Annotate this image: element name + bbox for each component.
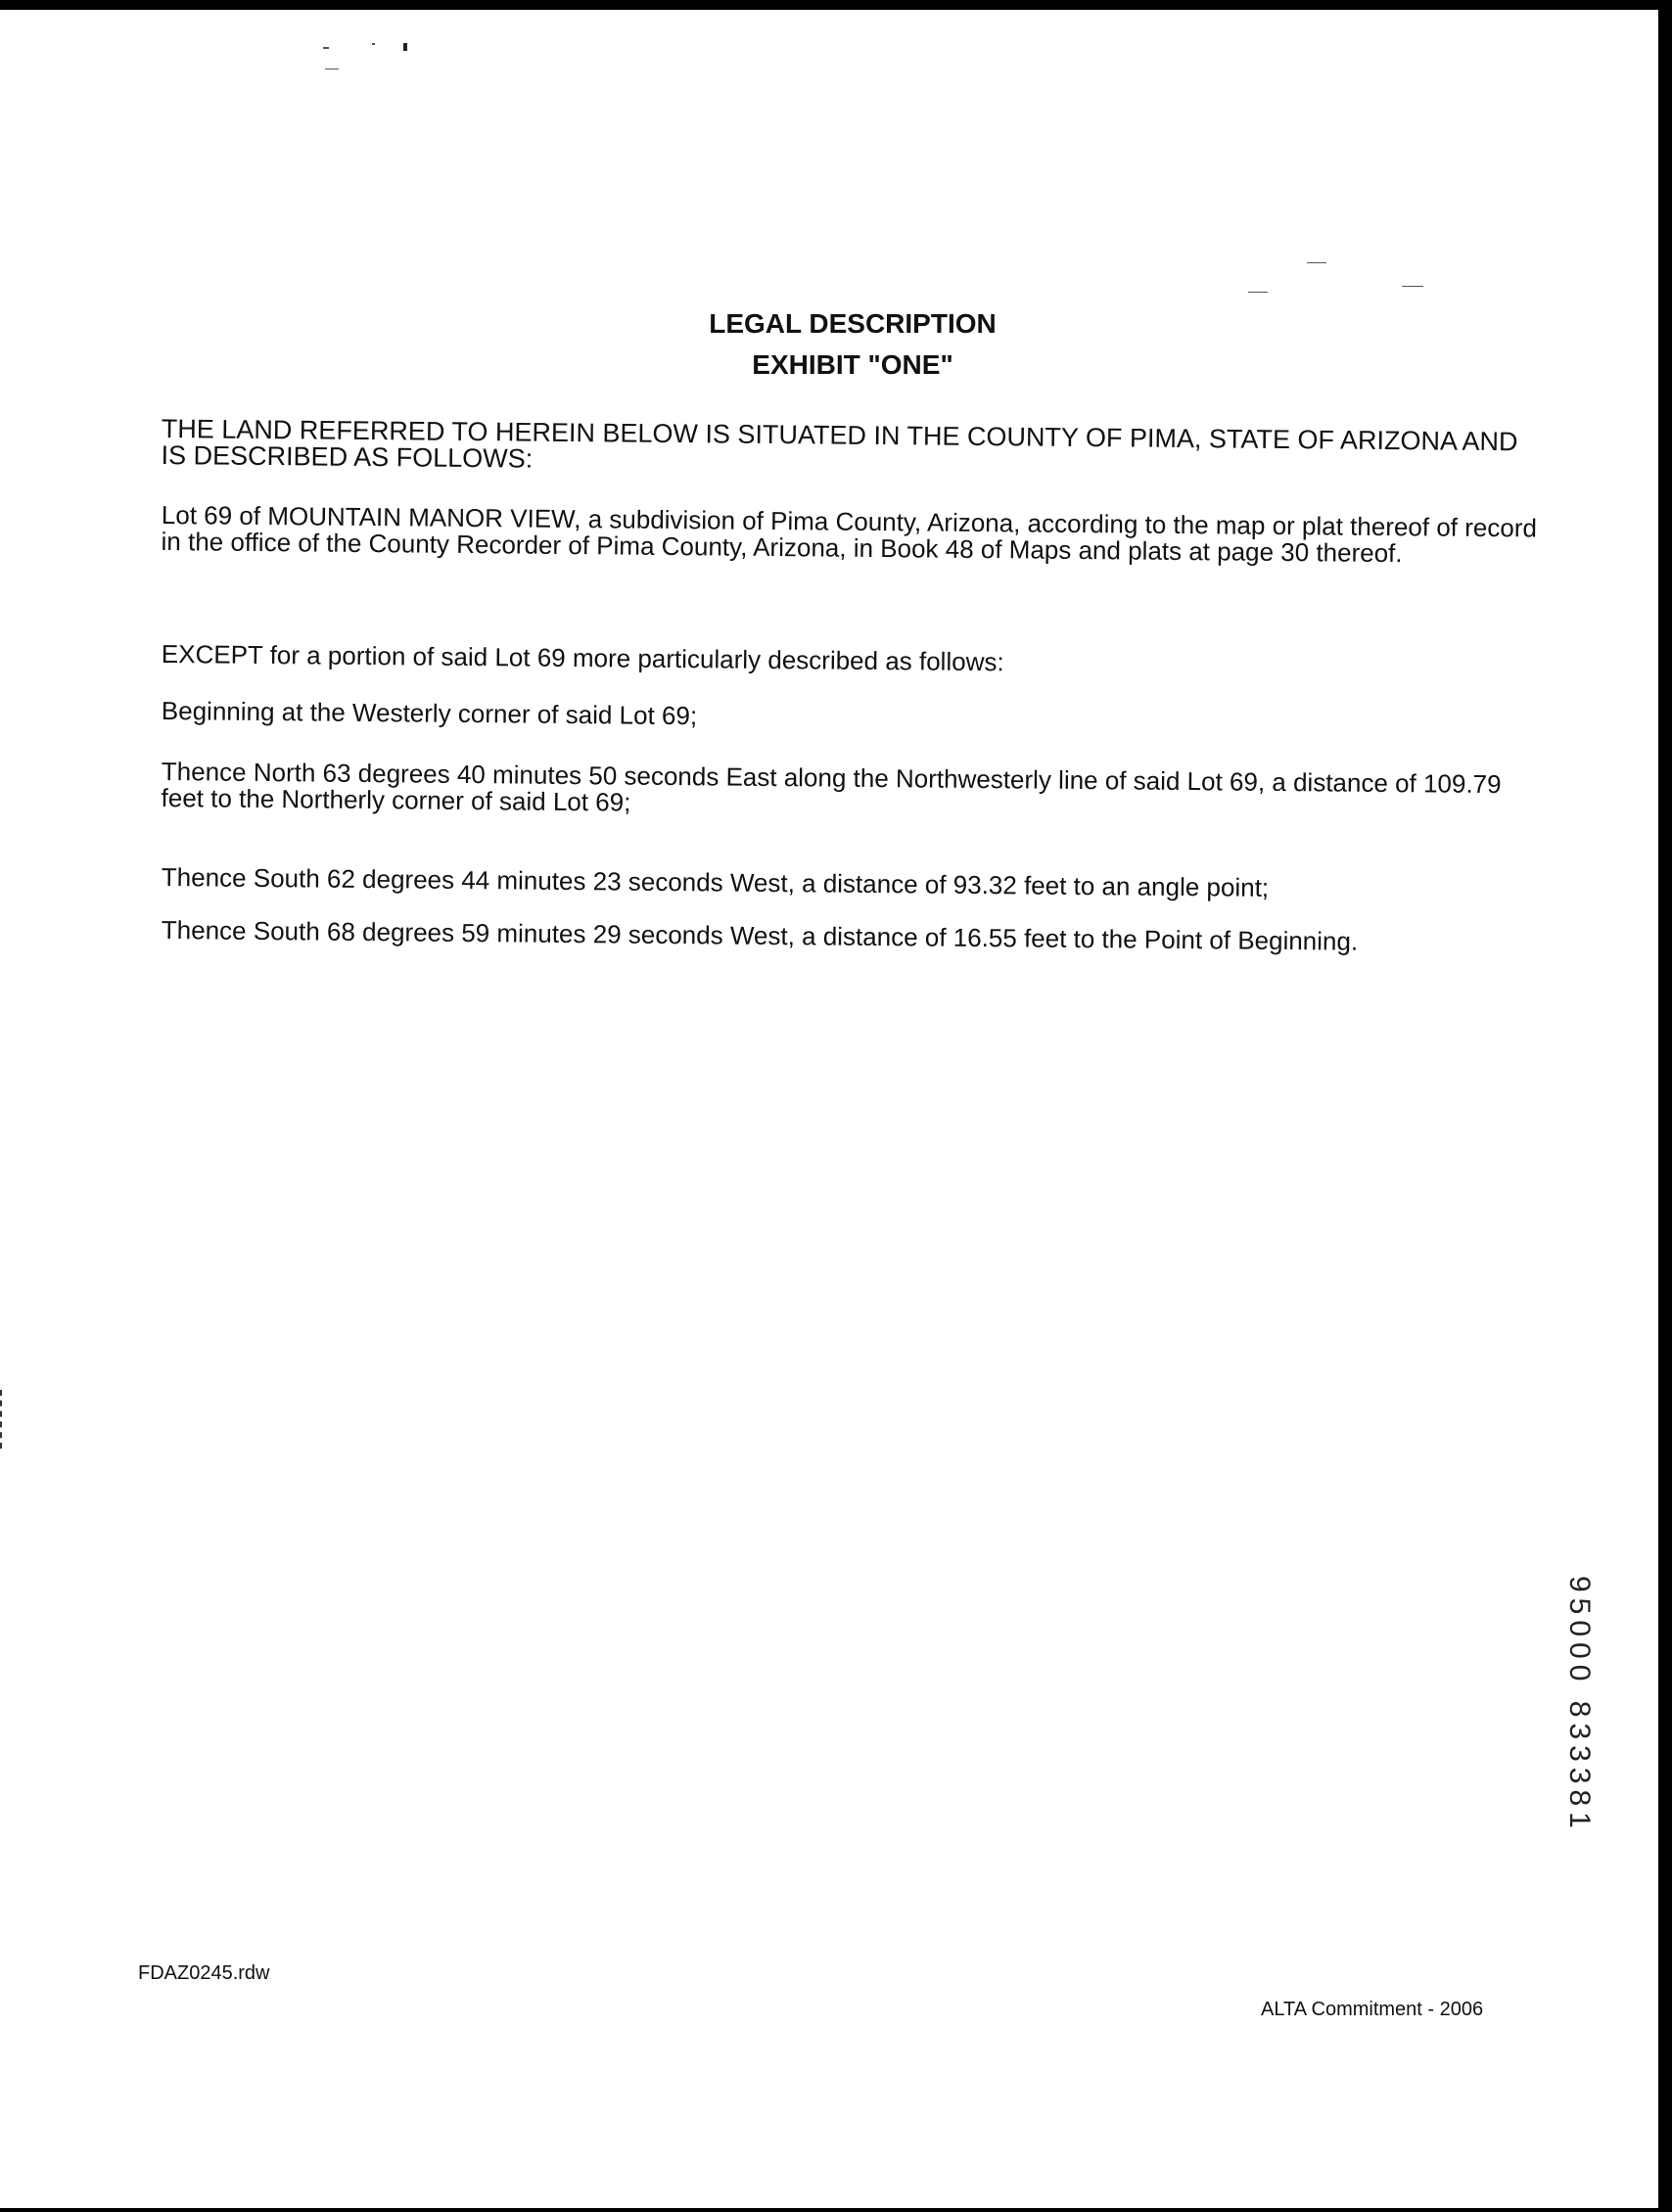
scan-speck xyxy=(1248,292,1268,293)
thence-south-2-paragraph: Thence South 68 degrees 59 minutes 29 seconds West, a distance of 16.55 feet to the Point of Beginning. xyxy=(161,915,1359,956)
scan-left-edge-marks xyxy=(0,1390,5,1449)
scan-speck xyxy=(403,43,407,51)
scan-speck xyxy=(1402,286,1423,287)
recording-stamp-number: 95000 833381 xyxy=(1563,1576,1596,1834)
intro-paragraph: THE LAND REFERRED TO HEREIN BELOW IS SITUATED IN THE COUNTY OF PIMA, STATE OF ARIZONA AND IS DESCRIBED AS FOLLOWS: xyxy=(161,414,1518,474)
thence-south-1-paragraph: Thence South 62 degrees 44 minutes 23 seconds West, a distance of 93.32 feet to an angle point; xyxy=(161,862,1270,902)
scan-speck xyxy=(372,43,375,45)
lot-paragraph: Lot 69 of MOUNTAIN MANOR VIEW, a subdivision of Pima County, Arizona, according to the map or plat thereof of record in the office of the County Recorder of Pima County, Arizona, in Book 48 of Maps and plats at page 30 thereof. xyxy=(161,500,1538,569)
page-title: LEGAL DESCRIPTION xyxy=(709,308,997,339)
scan-bottom-border xyxy=(0,2208,1672,2212)
scan-speck xyxy=(1307,262,1326,263)
beginning-paragraph: Beginning at the Westerly corner of said Lot 69; xyxy=(161,696,698,731)
scan-top-border xyxy=(0,0,1672,10)
footer-form-name: ALTA Commitment - 2006 xyxy=(1261,1999,1484,2020)
footer-file-name: FDAZ0245.rdw xyxy=(138,1962,270,1984)
page-subtitle: EXHIBIT "ONE" xyxy=(752,349,953,380)
thence-north-paragraph: Thence North 63 degrees 40 minutes 50 seconds East along the Northwesterly line of said Lot 69, a distance of 109.79 feet to the Northerly corner of said Lot 69; xyxy=(161,757,1502,817)
except-paragraph: EXCEPT for a portion of said Lot 69 more particularly described as follows: xyxy=(161,639,1004,677)
scan-speck xyxy=(323,47,329,49)
